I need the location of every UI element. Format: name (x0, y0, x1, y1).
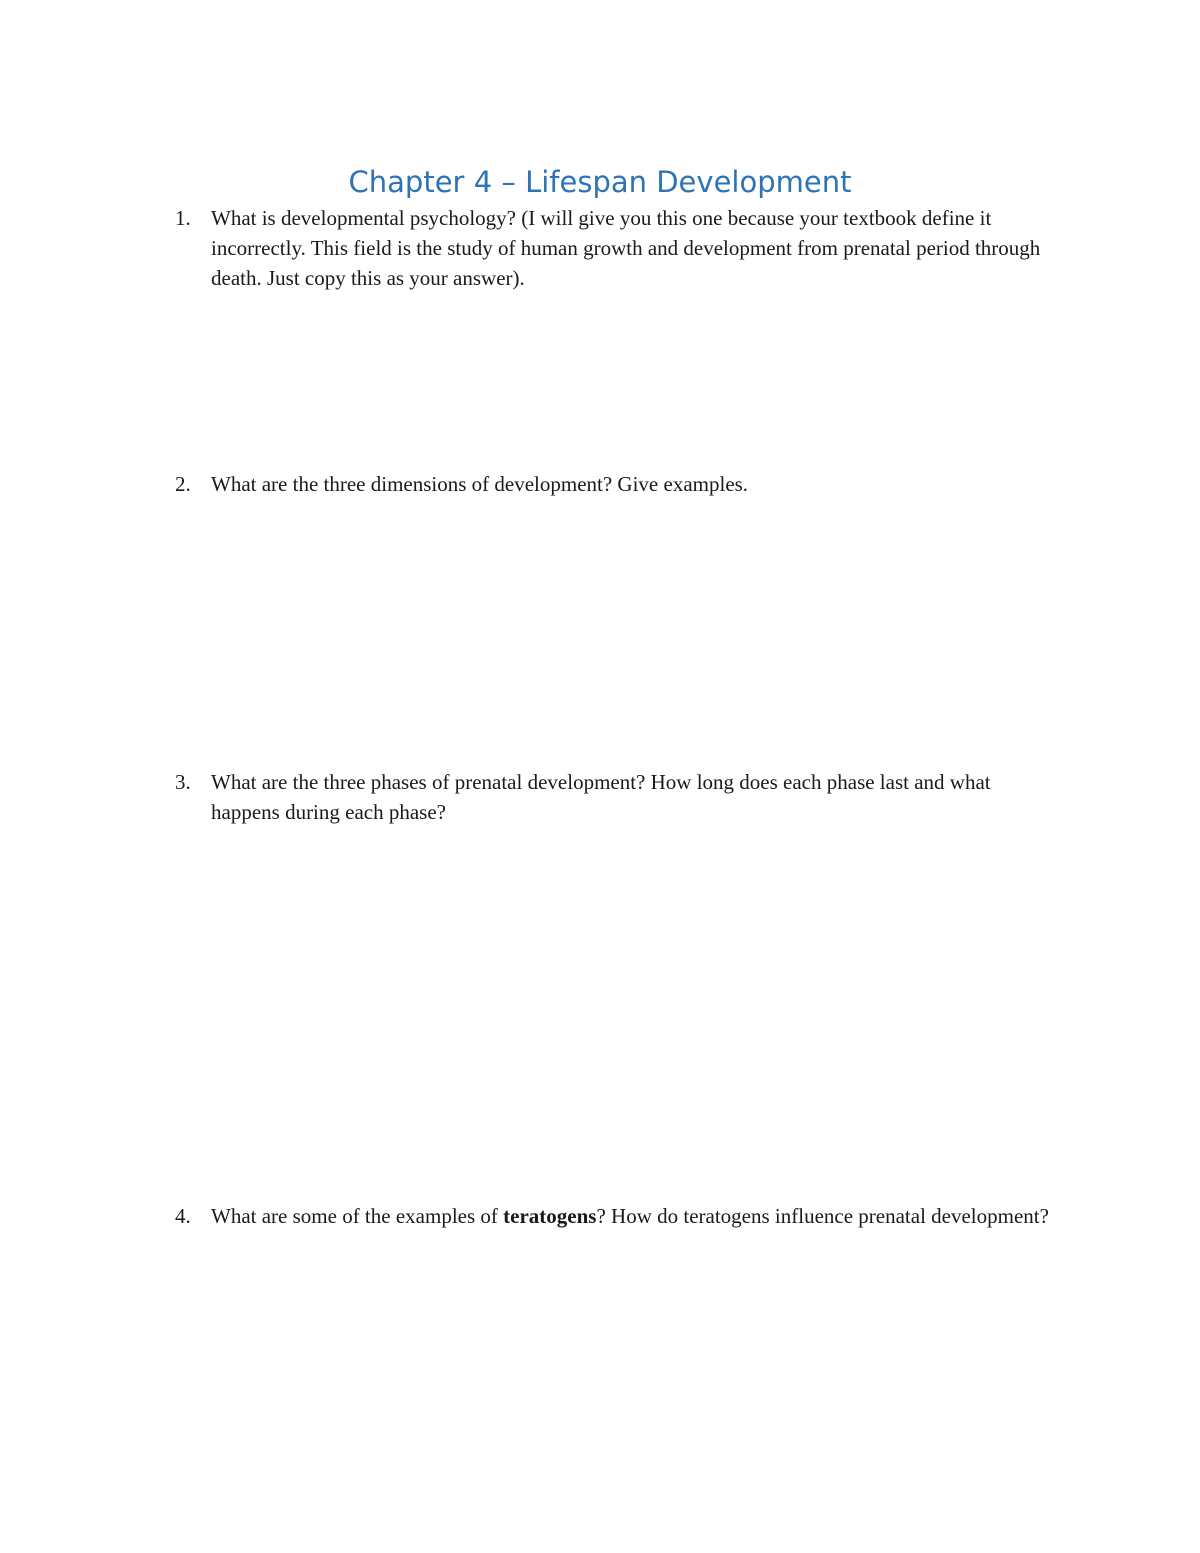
question-text: What is developmental psychology? (I will give you this one because your textbook define it incorrectly. This field is the study of human growth and development from prenatal period through death. Just copy this as your answer). (211, 206, 1041, 290)
question-4 (175, 1201, 1055, 1231)
question-1 (175, 203, 1055, 293)
question-number: 1. (175, 206, 191, 230)
question-text: What are the three dimensions of development? Give examples. (211, 472, 749, 496)
question-2 (175, 469, 1055, 499)
question-text: What are the three phases of prenatal development? How long does each phase last and what happens during each phase? (211, 770, 991, 824)
question-text (211, 1201, 1055, 1231)
question-number: 3. (175, 770, 191, 794)
bold-term: teratogens (503, 1204, 597, 1228)
question-3 (175, 767, 1055, 827)
question-number: 2. (175, 472, 191, 496)
page-title: Chapter 4 – Lifespan Development (348, 165, 852, 199)
question-number: 4. (175, 1204, 191, 1228)
question-text-end: ? How do teratogens influence prenatal development? (596, 1204, 1049, 1228)
question-text-start: What are some of the examples of (211, 1204, 504, 1228)
